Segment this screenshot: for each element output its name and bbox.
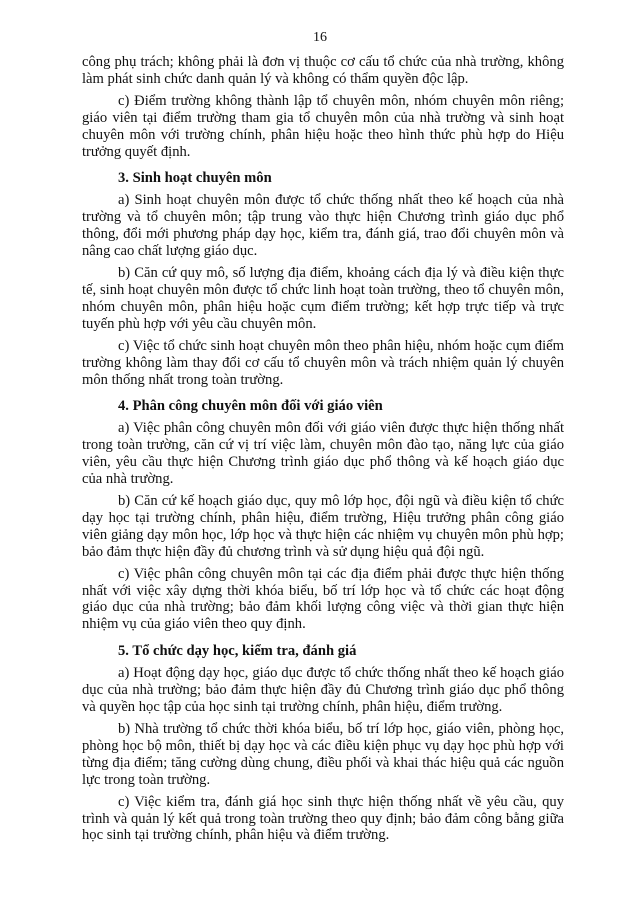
opening-paragraph: công phụ trách; không phải là đơn vị thuộc cơ cấu tổ chức của nhà trường, không làm phát sinh chức danh quản lý và không có thẩm quyền độc lập.: [82, 54, 564, 87]
section-5-point-a: a) Hoạt động dạy học, giáo dục được tổ chức thống nhất theo kế hoạch giáo dục của nhà trường; bảo đảm thực hiện đầy đủ Chương trình giáo dục phổ thông và quyền học tập của học sinh tại trường chính, phân hiệu, điểm trường.: [82, 665, 564, 716]
section-heading-3: 3. Sinh hoạt chuyên môn: [118, 170, 272, 187]
section-heading-4: 4. Phân công chuyên môn đối với giáo viên: [118, 398, 383, 415]
section-3-point-c: c) Việc tổ chức sinh hoạt chuyên môn theo phân hiệu, nhóm hoặc cụm điểm trường không làm thay đổi cơ cấu tổ chuyên môn và trách nhiệm quản lý chuyên môn thống nhất trong toàn trường.: [82, 337, 564, 388]
section-4-point-c: c) Việc phân công chuyên môn tại các địa điểm phải được thực hiện thống nhất với việc xây dựng thời khóa biểu, bố trí lớp học và tổ chức các hoạt động giáo dục của nhà trường; bảo đảm khối lượng công việc và thời gian thực hiện nhiệm vụ của giáo viên theo quy định.: [82, 565, 564, 633]
page-number: 16: [313, 30, 327, 45]
section-3-point-b: b) Căn cứ quy mô, số lượng địa điểm, khoảng cách địa lý và điều kiện thực tế, sinh hoạt chuyên môn được tổ chức linh hoạt toàn trường, theo tổ chuyên môn, nhóm chuyên môn, phân hiệu hoặc cụm điểm trường; kết hợp trực tiếp và trực tuyến phù hợp với yêu cầu chuyên môn.: [82, 265, 564, 332]
section-3-point-a: a) Sinh hoạt chuyên môn được tổ chức thống nhất theo kế hoạch của nhà trường và tổ chuyên môn; tập trung vào thực hiện Chương trình giáo dục phổ thông, đổi mới phương pháp dạy học, kiểm tra, đánh giá, trao đổi chuyên môn và nâng cao chất lượng giáo dục.: [82, 192, 564, 260]
section-5-point-b: b) Nhà trường tổ chức thời khóa biểu, bố trí lớp học, giáo viên, phòng học, phòng học bộ môn, thiết bị dạy học và các điều kiện phục vụ dạy học phù hợp với từng địa điểm; tăng cường dùng chung, điều phối và khai thác hiệu quả các nguồn lực trong toàn trường.: [82, 721, 564, 788]
opening-point-c: c) Điểm trường không thành lập tổ chuyên môn, nhóm chuyên môn riêng; giáo viên tại điểm trường tham gia tổ chuyên môn của nhà trường và sinh hoạt chuyên môn với trường chính, phân hiệu hoặc theo hình thức phù hợp do Hiệu trưởng quyết định.: [82, 92, 564, 160]
document-body: [82, 54, 564, 844]
section-4-point-a: a) Việc phân công chuyên môn đối với giáo viên được thực hiện thống nhất trong toàn trường, căn cứ vị trí việc làm, chuyên môn đào tạo, năng lực của giáo viên, yêu cầu thực hiện Chương trình giáo dục phổ thông và kế hoạch giáo dục của nhà trường.: [82, 420, 564, 488]
section-5-point-c: c) Việc kiểm tra, đánh giá học sinh thực hiện thống nhất về yêu cầu, quy trình và quản lý kết quả trong toàn trường theo quy định; bảo đảm công bằng giữa học sinh tại trường chính, phân hiệu và điểm trường.: [82, 793, 564, 844]
section-4-point-b: b) Căn cứ kế hoạch giáo dục, quy mô lớp học, đội ngũ và điều kiện tổ chức dạy học tại trường chính, phân hiệu, điểm trường, Hiệu trưởng phân công giáo viên giảng dạy môn học, lớp học và thực hiện các nhiệm vụ chuyên môn phù hợp; bảo đảm thực hiện đầy đủ chương trình và sử dụng hiệu quả đội ngũ.: [82, 493, 564, 560]
section-heading-5: 5. Tổ chức dạy học, kiểm tra, đánh giá: [118, 643, 357, 660]
